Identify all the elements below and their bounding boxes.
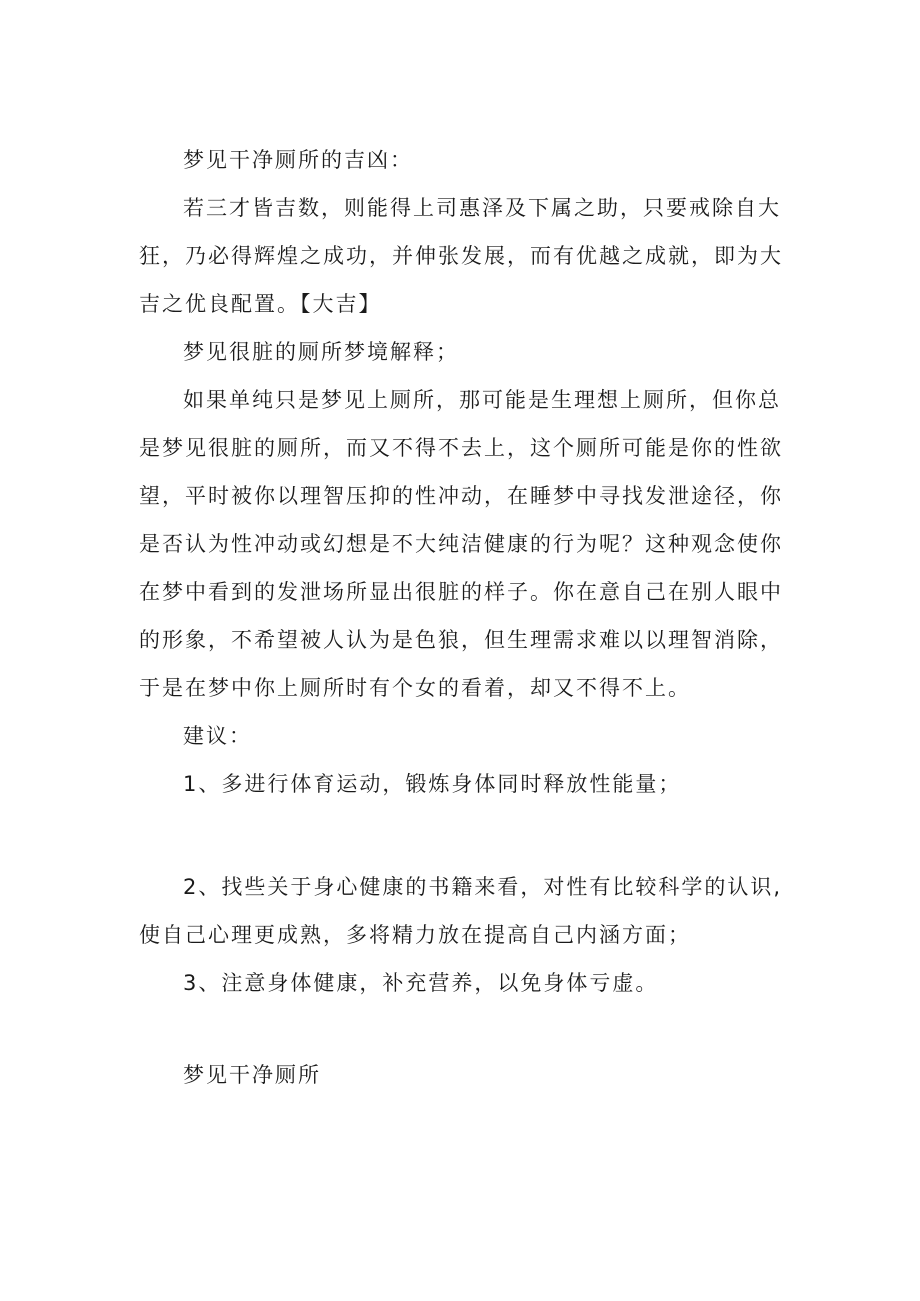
- section-advice-more: [139, 863, 789, 1007]
- advice-item-1: 1、多进行体育运动，锻炼身体同时释放性能量；: [183, 772, 682, 796]
- heading-advice: 建议：: [183, 724, 252, 748]
- paragraph-sancai: 若三才皆吉数，则能得上司惠泽及下属之助，只要戒除自大狂，乃必得辉煌之成功，并伸张发展，而有优越之成就，即为大吉之优良配置。【大吉】: [139, 196, 783, 316]
- paragraph-explanation: 如果单纯只是梦见上厕所，那可能是生理想上厕所，但你总是梦见很脏的厕所，而又不得不去上，这个厕所可能是你的性欲望，平时被你以理智压抑的性冲动，在睡梦中寻找发泄途径，你是否认为性冲动或幻想是不大纯洁健康的行为呢？这种观念使你在梦中看到的发泄场所显出很脏的样子。你在意自己在别人眼中的形象，不希望被人认为是色狼，但生理需求难以以理智消除，于是在梦中你上厕所时有个女的看着，却又不得不上。: [139, 388, 783, 700]
- heading-clean-toilet: 梦见干净厕所: [183, 1063, 321, 1087]
- heading-dirty-toilet: 梦见很脏的厕所梦境解释；: [183, 340, 459, 364]
- advice-item-2: 2、找些关于身心健康的书籍来看，对性有比较科学的认识,使自己心理更成熟，多将精力放在提高自己内涵方面；: [139, 875, 783, 947]
- section-clean-toilet: [139, 1051, 789, 1099]
- heading-good-bad: 梦见干净厕所的吉凶：: [183, 148, 413, 172]
- advice-item-3: 3、注意身体健康，补充营养，以免身体亏虚。: [183, 971, 659, 995]
- section-good-bad: [139, 136, 789, 808]
